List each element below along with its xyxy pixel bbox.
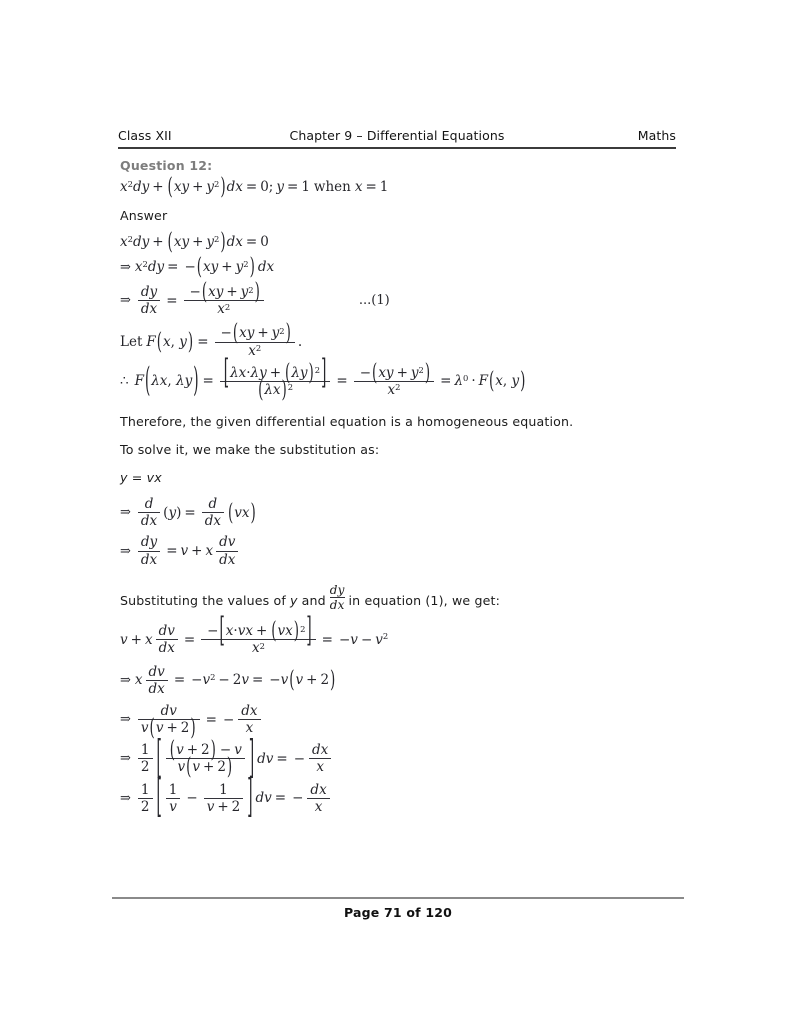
homogeneity-check-equation: ∴ F ( λx , λy ) = $\frac{[\lambda x\cdot\lambda y + (\lambda y)^2]}{(\lambda x)^2}$ = $\frac{-(xy + y^2)}{x^2}$ = λ 0 · F ( x , y )	[120, 352, 526, 404]
inline-dydx-fraction	[330, 584, 345, 611]
equation-line-2: ⇒ x 2 dy = − ( xy + y 2 ) dx	[120, 253, 275, 281]
let-F-definition: Let F ( x , y ) = $\frac{-(xy + y^2)}{x^2}$ .	[120, 319, 303, 359]
substitution-text: y = vx	[120, 470, 162, 486]
page-header	[118, 128, 676, 143]
header-class-label: Class XII	[118, 128, 172, 143]
page-footer: Page 71 of 120	[343, 905, 453, 920]
header-subject-label: Maths	[637, 128, 676, 143]
equation-line-3: ⇒ $\frac{dy}{dx}$ = $\frac{-(xy + y^2)}{x^2}$ ...(1)	[120, 277, 390, 318]
inline-dy: dy	[329, 582, 345, 597]
header-chapter-title: Chapter 9 – Differential Equations	[289, 128, 505, 143]
dx-denominator-2: dx	[140, 513, 158, 530]
equation-simplified-a: ⇒ x $\frac{dv}{dx}$ = − v 2 − 2 v = − v ( v + 2 )	[120, 663, 336, 697]
substituting-variable-y: y	[289, 592, 298, 608]
equation-line-1: x 2 dy + ( xy + y 2 ) dx = 0	[120, 228, 269, 256]
answer-label: Answer	[120, 208, 168, 223]
dx-denominator: dx	[140, 301, 158, 318]
equation-separated-variables: ⇒ $\frac{dv}{v(v + 2)}$ = − $\frac{dx}{x}$	[120, 704, 680, 735]
substituting-values-text	[120, 582, 680, 614]
dy-numerator: dy	[140, 284, 158, 300]
header-divider	[118, 147, 676, 149]
substituting-and-text: and	[301, 592, 326, 608]
d-numerator: d	[144, 496, 154, 513]
homogeneous-conclusion-text: Therefore, the given differential equation is a homogeneous equation.	[120, 414, 574, 430]
substituting-pre-text: Substituting the values of	[120, 592, 286, 608]
equation-partial-fraction-setup: ⇒ $\frac{1}{2}$ [ $\frac{(v + 2) - v}{v(v + 2)}$ ] dv = − $\frac{dx}{x}$	[120, 743, 680, 774]
question-label: Question 12:	[120, 158, 213, 173]
equation-partial-fraction-split: ⇒ $\frac{1}{2}$ [ $\frac{1}{v}$ − $\frac{1}{v + 2}$ ] dv = − $\frac{dx}{x}$	[120, 783, 680, 814]
inline-dx: dx	[329, 597, 345, 612]
substituting-post-text: in equation (1), we get:	[348, 592, 500, 608]
page-content	[120, 158, 680, 825]
equation-dydx-expansion: ⇒ $\frac{dy}{dx}$ = v + x $\frac{dv}{dx}$	[120, 535, 680, 566]
equation-derivative-substitution: ⇒ $\frac{d}{dx}$ ( y ) = $\frac{d}{dx}$ ( vx )	[120, 496, 256, 530]
solve-intro-text: To solve it, we make the substitution as:	[120, 442, 380, 458]
equation-number-1: ...(1)	[358, 293, 390, 309]
equation-after-substitution: v + x $\frac{dv}{dx}$ = $\frac{-[x\cdot vx + (vx)^2]}{x^2}$ = − v − v 2	[120, 611, 389, 657]
question-statement: x 2 dy + ( xy + y 2 ) dx = 0; y = 1 when x = 1	[120, 173, 389, 201]
footer-divider	[112, 897, 684, 899]
